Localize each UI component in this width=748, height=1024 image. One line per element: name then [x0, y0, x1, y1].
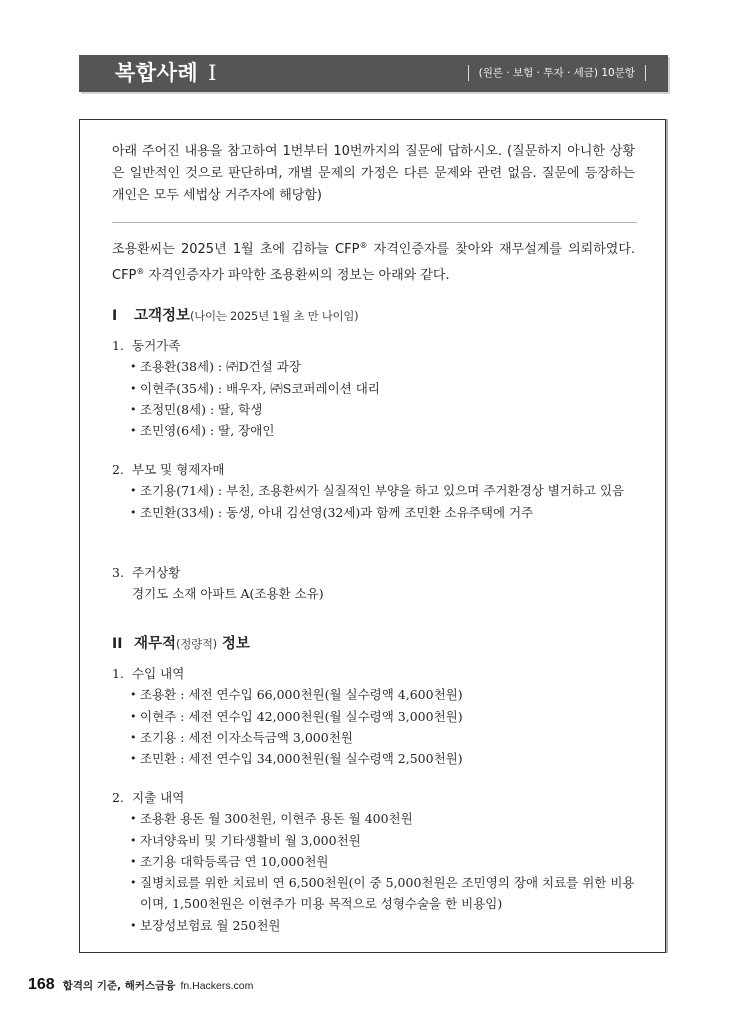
list-item: • 조정민(8세) : 딸, 학생 — [130, 399, 635, 420]
item-title — [112, 787, 635, 808]
chapter-meta — [458, 64, 656, 82]
list-item: • 조용환(38세) : ㈜D건설 과장 — [130, 356, 635, 377]
section-mark: I — [112, 308, 118, 324]
item-number: 1. — [112, 338, 124, 353]
scenario-part: 조용환씨는 2025년 1월 초에 김하늘 CFP — [112, 242, 360, 257]
registered-mark: ® — [136, 267, 145, 276]
section-title-suffix: 정보 — [216, 636, 250, 652]
item-number: 3. — [112, 565, 124, 580]
divider-bar — [645, 65, 646, 81]
item-title — [112, 335, 635, 356]
item-title — [112, 562, 635, 583]
chapter-roman-numeral: Ⅰ — [208, 61, 217, 85]
item-income — [112, 663, 635, 769]
item-housing — [112, 562, 635, 605]
bullet-list — [112, 808, 635, 936]
housing-text: 경기도 소재 아파트 A(조용환 소유) — [132, 586, 324, 602]
list-item: • 질병치료를 위한 치료비 연 6,500천원(이 중 5,000천원은 조민영의 장애 치료를 위한 비용이며, 1,500천원은 이현주가 미용 목적으로 성형수술을 한 비용임) — [130, 872, 635, 915]
list-item: • 조용환 : 세전 연수입 66,000천원(월 실수령액 4,600천원) — [130, 684, 635, 705]
section-note: (정량적) — [176, 637, 217, 651]
horizontal-divider — [112, 222, 637, 223]
scenario-part: 자격인증자가 파악한 조용환씨의 정보는 아래와 같다. — [144, 268, 450, 283]
item-label: 부모 및 형제자매 — [132, 462, 225, 477]
bullet-list — [112, 480, 635, 523]
scenario-part: 자격인증자를 찾아와 재무설계를 의뢰하였다. CFP — [112, 242, 636, 283]
list-item: • 이현주 : 세전 연수입 42,000천원(월 실수령액 3,000천원) — [130, 706, 635, 727]
section-heading-financial-info — [112, 634, 250, 654]
section-note: (나이는 2025년 1월 초 만 나이임) — [190, 309, 359, 323]
bullet-list — [112, 684, 635, 769]
item-label: 동거가족 — [132, 338, 181, 353]
list-item: • 이현주(35세) : 배우자, ㈜S코퍼레이션 대리 — [130, 378, 635, 399]
list-item: • 자녀양육비 및 기타생활비 월 3,000천원 — [130, 830, 635, 851]
list-item: • 조용환 용돈 월 300천원, 이현주 용돈 월 400천원 — [130, 808, 635, 829]
item-parents-siblings — [112, 459, 635, 523]
item-expenses — [112, 787, 635, 936]
item-number: 1. — [112, 666, 124, 681]
scenario-text — [112, 235, 635, 287]
section-mark: II — [112, 636, 123, 652]
list-item: • 조기용 대학등록금 연 10,000천원 — [130, 851, 635, 872]
instructions-text: 아래 주어진 내용을 참고하여 1번부터 10번까지의 질문에 답하시오. (질문하지 아니한 상황은 일반적인 것으로 판단하며, 개별 문제의 가정은 다른 문제와 관련 없음. 질문에 등장하는 개인은 모두 세법상 거주자에 해당함) — [112, 144, 635, 203]
list-item: • 조기용 : 세전 이자소득금액 3,000천원 — [130, 727, 635, 748]
item-household — [112, 335, 635, 441]
list-item: • 조민환(33세) : 동생, 아내 김선영(32세)과 함께 조민환 소유주택에 거주 — [130, 502, 635, 523]
item-number: 2. — [112, 462, 124, 477]
item-title — [112, 663, 635, 684]
section-title: 고객정보 — [134, 308, 191, 324]
chapter-title — [115, 58, 217, 88]
item-label: 수입 내역 — [132, 666, 185, 681]
case-content-box — [79, 119, 666, 953]
page-number: 168 — [28, 976, 55, 993]
page-footer — [28, 976, 253, 994]
item-number: 2. — [112, 790, 124, 805]
item-label: 지출 내역 — [132, 790, 185, 805]
chapter-meta-text: (원론 · 보험 · 투자 · 세금) 10문항 — [478, 67, 635, 79]
footer-slogan: 합격의 기준, 해커스금융 — [62, 980, 176, 992]
item-title — [112, 459, 635, 480]
chapter-header — [79, 55, 668, 92]
list-item: • 조민환 : 세전 연수입 34,000천원(월 실수령액 2,500천원) — [130, 748, 635, 769]
divider-bar — [468, 65, 469, 81]
list-item: • 보장성보험료 월 250천원 — [130, 915, 635, 936]
list-item: • 조민영(6세) : 딸, 장애인 — [130, 420, 635, 441]
footer-site-link[interactable]: fn.Hackers.com — [180, 980, 254, 992]
section-heading-client-info — [112, 306, 358, 326]
registered-mark: ® — [359, 241, 368, 250]
bullet-list — [112, 356, 635, 441]
chapter-title-text: 복합사례 — [115, 61, 199, 85]
item-label: 주거상황 — [132, 565, 181, 580]
section-title: 재무적 — [134, 636, 177, 652]
list-item: • 조기용(71세) : 부친, 조용환씨가 실질적인 부양을 하고 있으며 주거환경상 별거하고 있음 — [130, 480, 635, 501]
